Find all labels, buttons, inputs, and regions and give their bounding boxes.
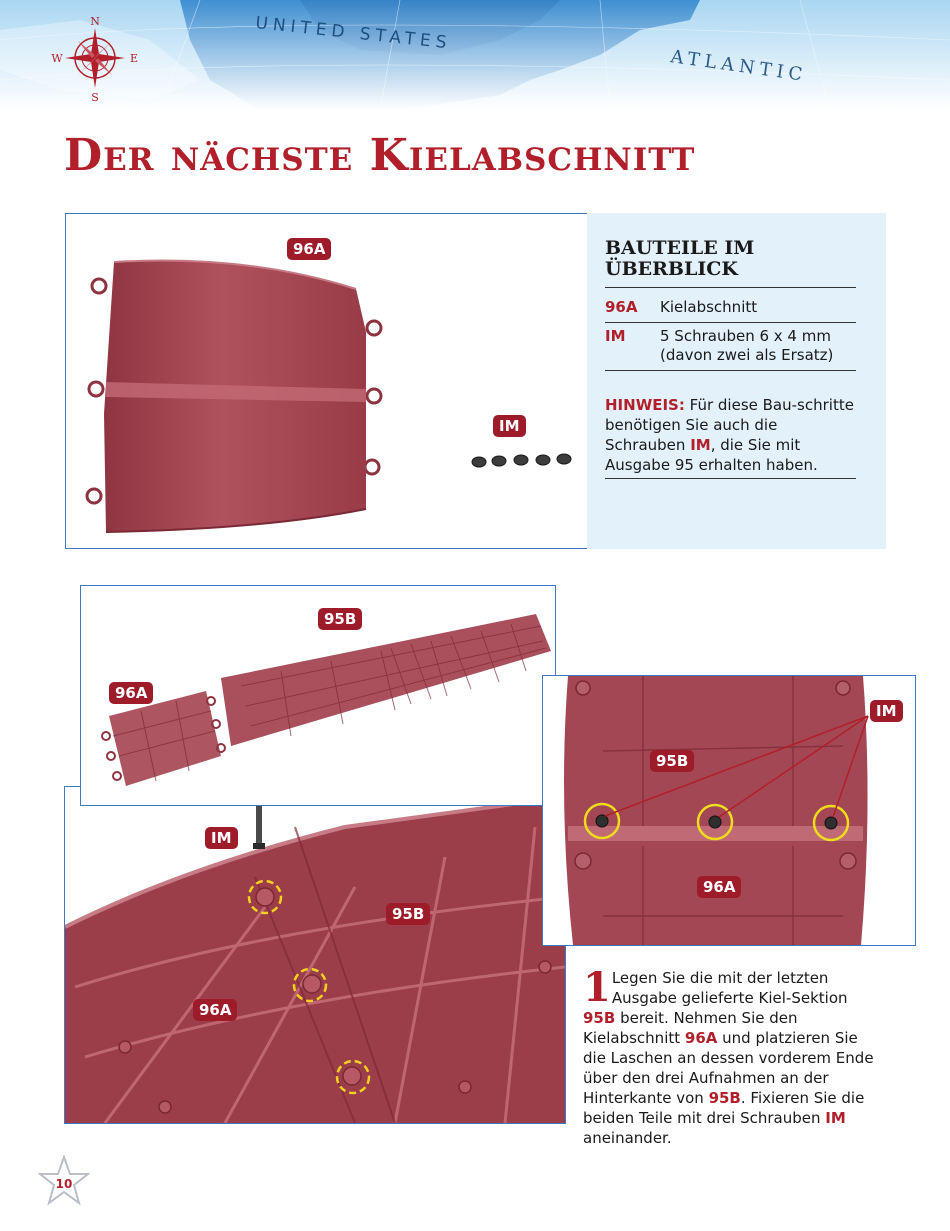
label-96a: 96A	[109, 682, 153, 704]
step-instructions	[583, 964, 883, 1148]
part-code: IM	[605, 327, 626, 345]
divider	[605, 370, 856, 371]
compass-n: N	[90, 15, 100, 28]
step-text: aneinander.	[583, 1129, 672, 1147]
part-desc: Kielabschnitt	[660, 298, 758, 316]
divider	[605, 478, 856, 479]
label-96a: 96A	[697, 876, 741, 898]
step-text: . Fixieren Sie die beiden Teile mit drei Schrauben	[583, 1089, 865, 1127]
label-im: IM	[493, 415, 526, 437]
label-im: IM	[205, 827, 238, 849]
step-code: 96A	[684, 1029, 718, 1047]
figure-closeup	[542, 675, 916, 946]
compass-w: W	[51, 52, 63, 65]
note-code: IM	[690, 436, 711, 454]
label-95b: 95B	[650, 750, 694, 772]
keel-section-96a-image	[66, 214, 586, 547]
step-code: IM	[825, 1109, 846, 1127]
step-text: bereit. Nehmen Sie den Kielabschnitt	[583, 1009, 798, 1047]
note-body-end: , die Sie mit Ausgabe 95 erhalten haben.	[605, 436, 818, 474]
compass-e: E	[129, 52, 139, 65]
step-code: 95B	[583, 1009, 616, 1027]
note-body: Für diese Bau-schritte benötigen Sie auch die Schrauben	[605, 396, 854, 454]
part-code: 96A	[605, 298, 638, 316]
label-95b: 95B	[318, 608, 362, 630]
divider	[605, 287, 856, 288]
step-number: 1	[583, 964, 611, 1011]
screw-closeup-image	[543, 676, 915, 945]
header-map	[0, 0, 950, 110]
figure-parts	[65, 213, 588, 549]
divider	[605, 322, 856, 323]
map-label-country: UNITED STATES	[254, 13, 453, 54]
note-text	[605, 395, 861, 475]
step-text: und platzieren Sie die Laschen an dessen vorderem Ende über den drei Aufnahmen an der Hinterkante von	[583, 1029, 874, 1107]
assembled-keel-image	[65, 787, 565, 1123]
compass-s: S	[91, 91, 99, 104]
map-label-ocean: ATLANTIC	[669, 46, 809, 87]
figure-overview	[80, 585, 556, 806]
page-number: 10	[55, 1177, 73, 1191]
part-desc: 5 Schrauben 6 x 4 mm (davon zwei als Ersatz)	[660, 327, 834, 364]
step-code: 95B	[708, 1089, 741, 1107]
page-number-star-icon	[38, 1155, 90, 1207]
note-label: HINWEIS:	[605, 396, 685, 414]
label-im: IM	[870, 700, 903, 722]
label-96a: 96A	[287, 238, 331, 260]
parts-heading: BAUTEILE IM ÜBERBLICK	[605, 237, 755, 280]
label-95b: 95B	[386, 903, 430, 925]
page-title: Der nächste Kielabschnitt	[64, 130, 696, 181]
step-text: Legen Sie die mit der letzten Ausgabe gelieferte Kiel-Sektion	[611, 969, 848, 1007]
figure-detail	[64, 786, 566, 1124]
label-96a: 96A	[193, 999, 237, 1021]
